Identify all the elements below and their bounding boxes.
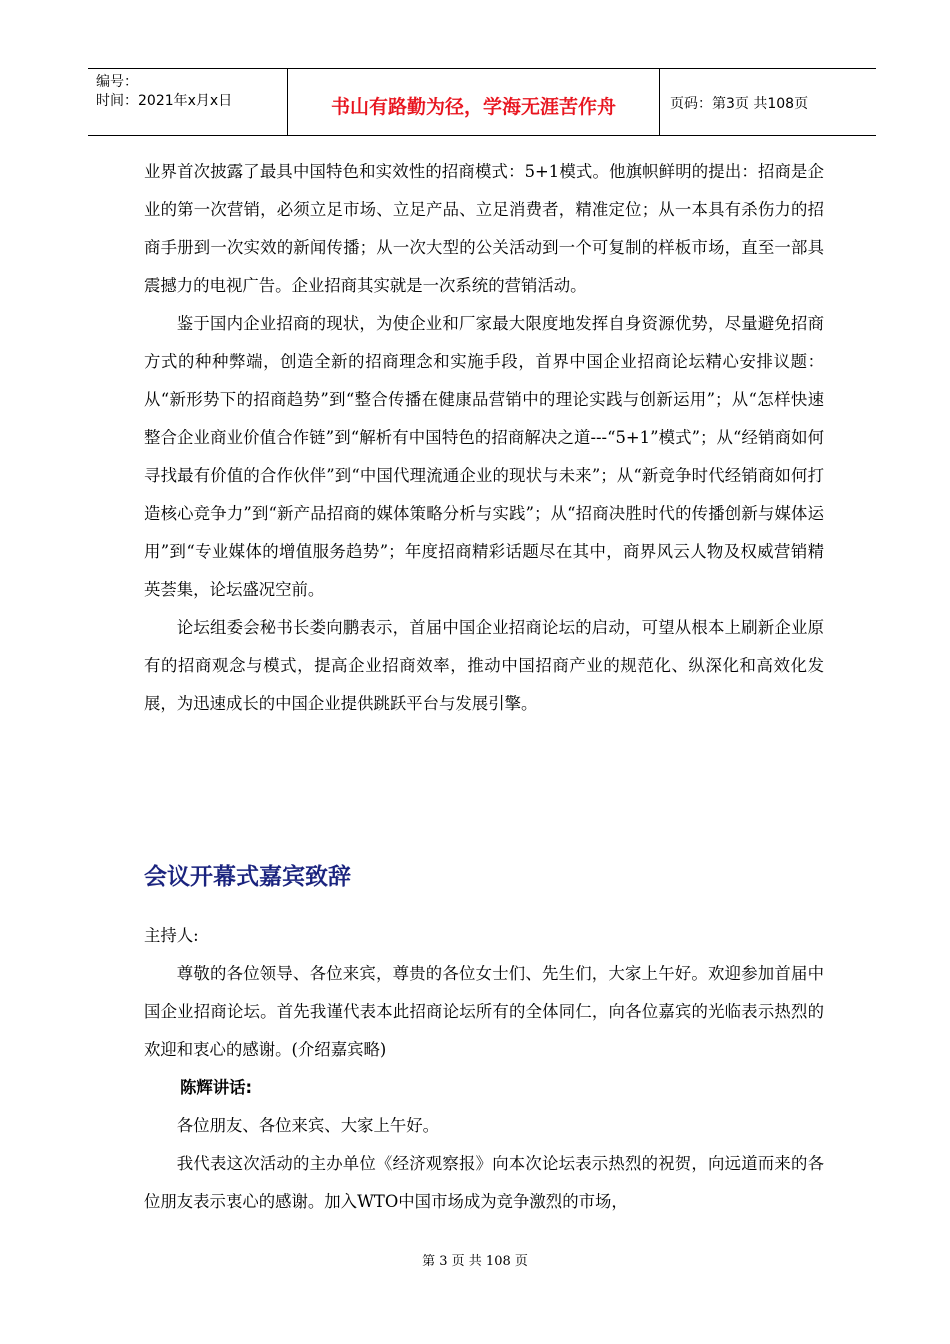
header-meta-cell [88, 69, 288, 135]
speaker-label: 陈辉讲话: [180, 1078, 253, 1097]
time-label: 时间：2021年x月x日 [96, 93, 233, 109]
greeting-paragraph: 各位朋友、各位来宾、大家上午好。 [176, 1116, 440, 1135]
host-label: 主持人: [144, 926, 199, 945]
header-page-info: 页码：第3页 共108页 [670, 96, 809, 112]
paragraph-2: 鉴于国内企业招商的现状，为使企业和厂家最大限度地发挥自身资源优势，尽量避免招商方式的种种弊端，创造全新的招商理念和实施手段，首界中国企业招商论坛精心安排议题：从“新形势下的招商趋势”到“整合传播在健康品营销中的理论实践与创新运用”；从“怎样快速整合企业商业价值合作链”到“解析有中国特色的招商解决之道---“5+1”模式”；从“经销商如何寻找最有价值的合作伙伴”到“中国代理流通企业的现状与未来”；从“新竞争时代经销商如何打造核心竞争力”到“新产品招商的媒体策略分析与实践”；从“招商决胜时代的传播创新与媒体运用”到“专业媒体的增值服务趋势”；年度招商精彩话题尽在其中，商界风云人物及权威营销精英荟集，论坛盛况空前。 [144, 314, 824, 599]
header-motto: 书山有路勤为径，学海无涯苦作舟 [288, 69, 660, 135]
paragraph-3: 论坛组委会秘书长娄向鹏表示，首届中国企业招商论坛的启动，可望从根本上刷新企业原有的招商观念与模式，提高企业招商效率，推动中国招商产业的规范化、纵深化和高效化发展，为迅速成长的中国企业提供跳跃平台与发展引擎。 [144, 618, 824, 713]
document-header [88, 68, 876, 136]
host-speech: 尊敬的各位领导、各位来宾，尊贵的各位女士们、先生们，大家上午好。欢迎参加首届中国企业招商论坛。首先我谨代表本此招商论坛所有的全体同仁，向各位嘉宾的光临表示热烈的欢迎和衷心的感谢。(介绍嘉宾略) [144, 964, 824, 1059]
section-content [144, 917, 824, 1221]
paragraph-1: 业界首次披露了最具中国特色和实效性的招商模式：5+1模式。他旗帜鲜明的提出：招商是企业的第一次营销，必须立足市场、立足产品、立足消费者，精准定位；从一本具有杀伤力的招商手册到一次实效的新闻传播；从一次大型的公关活动到一个可复制的样板市场，直至一部具震撼力的电视广告。企业招商其实就是一次系统的营销活动。 [144, 162, 824, 295]
section-heading: 会议开幕式嘉宾致辞 [144, 864, 351, 890]
number-label: 编号： [96, 74, 138, 90]
body-content [144, 153, 824, 723]
speech-paragraph: 我代表这次活动的主办单位《经济观察报》向本次论坛表示热烈的祝贺，向远道而来的各位朋友表示衷心的感谢。加入WTO中国市场成为竞争激烈的市场， [144, 1154, 824, 1211]
page-footer: 第 3 页 共 108 页 [422, 1254, 528, 1269]
